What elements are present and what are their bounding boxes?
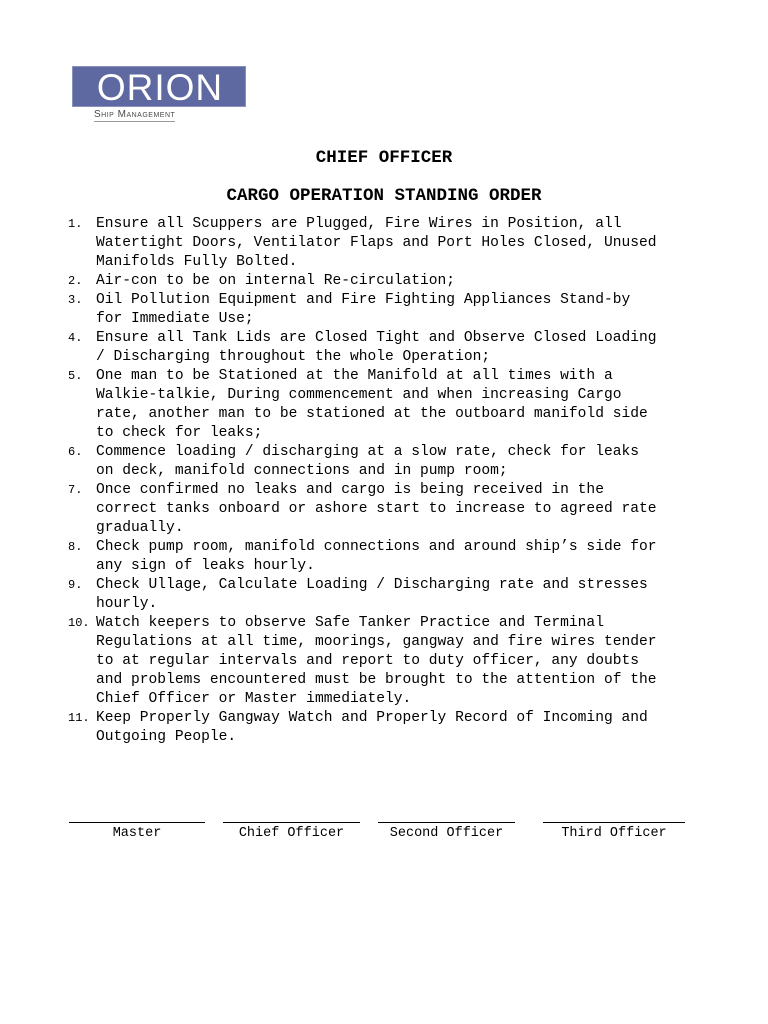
order-number: 4. (68, 331, 83, 345)
order-item (68, 576, 698, 614)
order-item (68, 443, 698, 481)
order-text: Commence loading / discharging at a slow rate, check for leaks on deck, manifold connections and in pump room; (96, 444, 639, 479)
order-number: 2. (68, 274, 83, 288)
order-text: Ensure all Scuppers are Plugged, Fire Wires in Position, all Watertight Doors, Ventilator Flaps and Port Holes Closed, Unused Manifolds Fully Bolted. (96, 216, 657, 270)
order-number: 9. (68, 578, 83, 592)
signature-second-officer (378, 822, 515, 846)
order-item (68, 481, 698, 538)
order-item (68, 272, 698, 291)
document-subtitle: CARGO OPERATION STANDING ORDER (226, 186, 542, 206)
order-item (68, 329, 698, 367)
standing-orders-list (68, 215, 698, 747)
logo-wordmark: ORION (96, 67, 224, 108)
order-number: 5. (68, 369, 83, 383)
order-number: 11. (68, 711, 90, 725)
orion-logo (72, 66, 248, 122)
signature-label: Second Officer (389, 826, 504, 841)
order-item (68, 614, 698, 709)
order-text: Oil Pollution Equipment and Fire Fighting Appliances Stand-by for Immediate Use; (96, 292, 631, 327)
signature-third-officer (543, 822, 685, 846)
order-text: Check Ullage, Calculate Loading / Discharging rate and stresses hourly. (96, 577, 648, 612)
order-number: 8. (68, 540, 83, 554)
order-text: Check pump room, manifold connections and around ship’s side for any sign of leaks hourly. (96, 539, 657, 574)
order-number: 10. (68, 616, 90, 630)
order-item (68, 709, 698, 747)
order-text: One man to be Stationed at the Manifold at all times with a Walkie-talkie, During commencement and when increasing Cargo rate, another man to be stationed at the outboard manifold side to check for leaks; (96, 368, 648, 441)
order-text: Once confirmed no leaks and cargo is being received in the correct tanks onboard or ashore start to increase to agreed rate gradually. (96, 482, 657, 536)
logo-tagline: Ship Management (94, 109, 176, 120)
order-number: 7. (68, 483, 83, 497)
order-text: Keep Properly Gangway Watch and Properly Record of Incoming and Outgoing People. (96, 710, 648, 745)
order-text: Air-con to be on internal Re-circulation; (96, 273, 456, 289)
signature-label: Master (112, 826, 162, 841)
signature-chief-officer (223, 822, 360, 846)
order-number: 3. (68, 293, 83, 307)
signature-label: Third Officer (561, 826, 667, 841)
signature-label: Chief Officer (238, 826, 345, 841)
document-title: CHIEF OFFICER (315, 148, 453, 168)
order-text: Watch keepers to observe Safe Tanker Practice and Terminal Regulations at all time, moorings, gangway and fire wires tender to at regular intervals and report to duty officer, any doubts and problems encountered must be brought to the attention of the Chief Officer or Master immediately. (96, 615, 657, 707)
signature-master (69, 822, 205, 846)
order-item (68, 291, 698, 329)
order-item (68, 215, 698, 272)
order-item (68, 367, 698, 443)
order-item (68, 538, 698, 576)
order-number: 1. (68, 217, 83, 231)
order-number: 6. (68, 445, 83, 459)
logo-banner (72, 66, 246, 107)
order-text: Ensure all Tank Lids are Closed Tight and Observe Closed Loading / Discharging throughout the whole Operation; (96, 330, 657, 365)
